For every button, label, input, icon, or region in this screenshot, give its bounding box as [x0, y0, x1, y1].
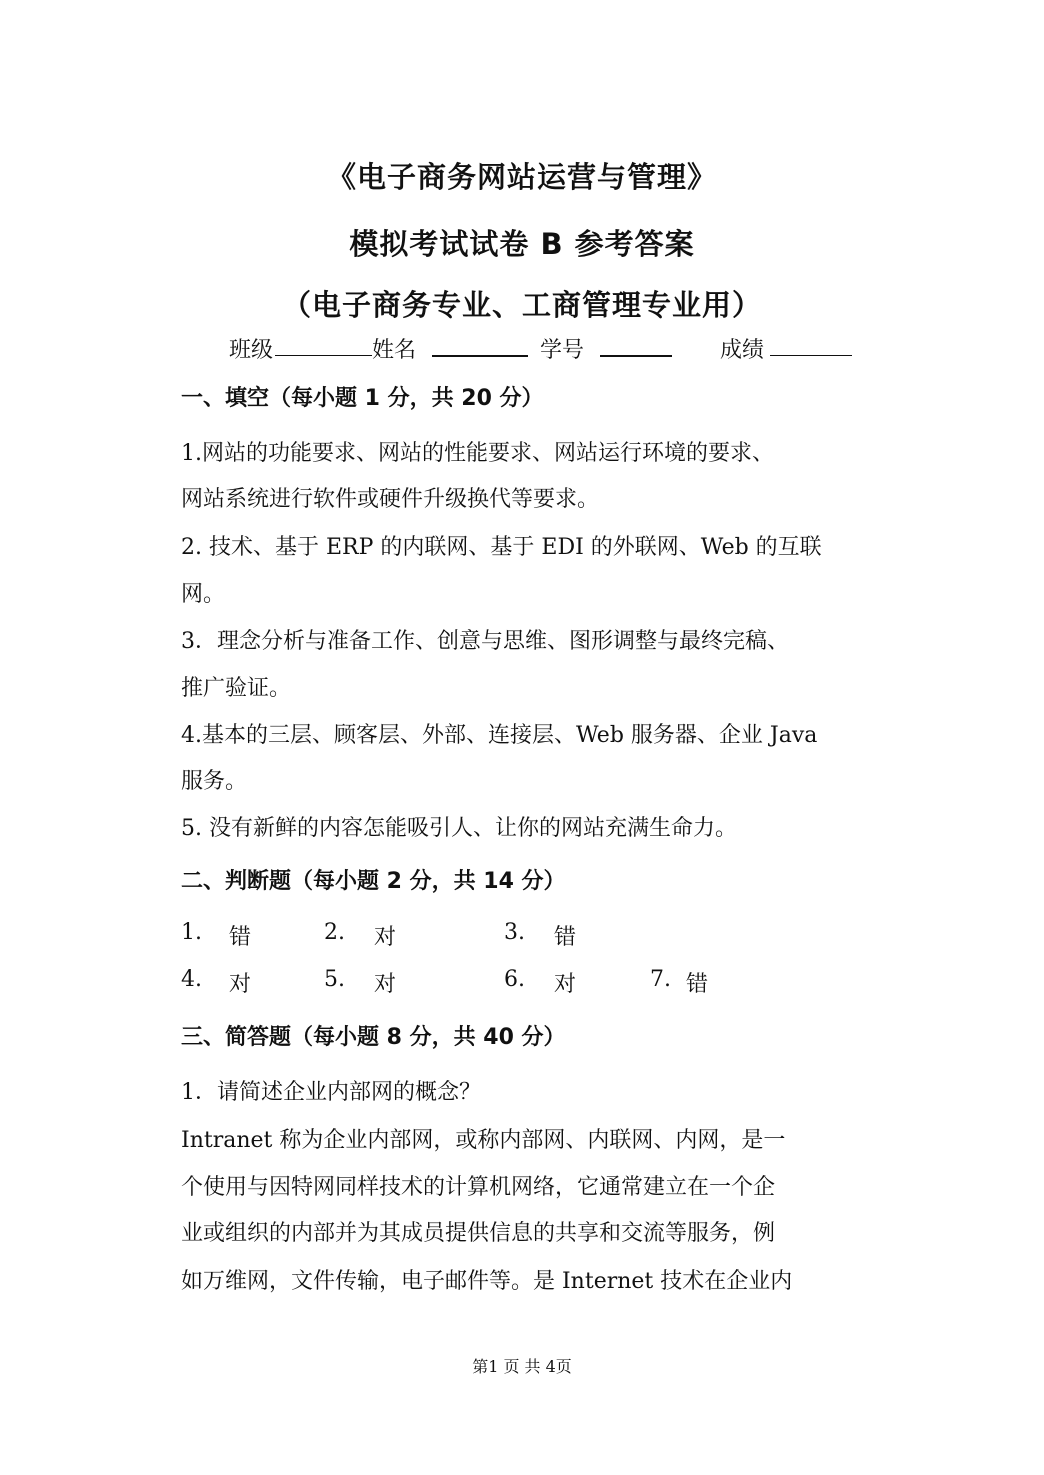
section2-heading: 二、判断题（每小题 2 分，共 14 分）	[181, 869, 566, 894]
answer-number: 6.	[504, 967, 525, 992]
answer-value: 错	[554, 925, 577, 950]
section3-heading: 三、简答题（每小题 8 分，共 40 分）	[181, 1025, 566, 1050]
answer-number: 3.	[504, 920, 525, 945]
answer-number: 5.	[324, 967, 345, 992]
answer-value: 错	[686, 972, 709, 997]
answer-value: 对	[554, 972, 577, 997]
id-label: 学号	[540, 338, 585, 363]
answer-number: 2.	[324, 920, 345, 945]
section1-line: 推广验证。	[181, 676, 292, 701]
document-audience: （电子商务专业、工商管理专业用）	[281, 288, 762, 322]
answer-value: 对	[374, 972, 397, 997]
name-blank	[432, 333, 528, 363]
section1-line: 网站系统进行软件或硬件升级换代等要求。	[181, 487, 600, 512]
section1-line: 网。	[181, 582, 226, 607]
section3-line: Intranet 称为企业内部网，或称内部网、内联网、内网，是一	[181, 1128, 786, 1153]
answer-value: 对	[374, 925, 397, 950]
answer-number: 1.	[181, 920, 202, 945]
section1-line: 2. 技术、基于 ERP 的内联网、基于 EDI 的外联网、Web 的互联	[181, 535, 822, 560]
id-blank	[600, 333, 672, 363]
answer-number: 4.	[181, 967, 202, 992]
section1-line: 4.基本的三层、顾客层、外部、连接层、Web 服务器、企业 Java	[181, 723, 818, 748]
section3-line: 业或组织的内部并为其成员提供信息的共享和交流等服务，例	[181, 1221, 776, 1246]
document-subtitle: 模拟考试试卷 B 参考答案	[349, 227, 695, 261]
score-label: 成绩	[720, 338, 765, 363]
name-label: 姓名	[372, 338, 417, 363]
section1-line: 5. 没有新鲜的内容怎能吸引人、让你的网站充满生命力。	[181, 816, 737, 841]
section3-line: 个使用与因特网同样技术的计算机网络，它通常建立在一个企	[181, 1175, 776, 1200]
section1-heading: 一、填空（每小题 1 分，共 20 分）	[181, 386, 544, 411]
answer-number: 7.	[650, 967, 671, 992]
answer-value: 对	[229, 972, 252, 997]
section3-line: 如万维网，文件传输，电子邮件等。是 Internet 技术在企业内	[181, 1269, 793, 1294]
section1-line: 1.网站的功能要求、网站的性能要求、网站运行环境的要求、	[181, 441, 774, 466]
section1-line: 服务。	[181, 769, 248, 794]
class-blank	[275, 333, 372, 362]
page-footer: 第1 页 共 4页	[472, 1357, 572, 1376]
class-label: 班级	[229, 338, 274, 363]
section1-line: 3．理念分析与准备工作、创意与思维、图形调整与最终完稿、	[181, 629, 789, 654]
answer-value: 错	[229, 925, 252, 950]
section3-line: 1．请简述企业内部网的概念？	[181, 1080, 481, 1105]
score-blank	[770, 333, 852, 362]
student-info-row	[0, 333, 1044, 363]
document-title: 《电子商务网站运营与管理》	[326, 160, 717, 194]
